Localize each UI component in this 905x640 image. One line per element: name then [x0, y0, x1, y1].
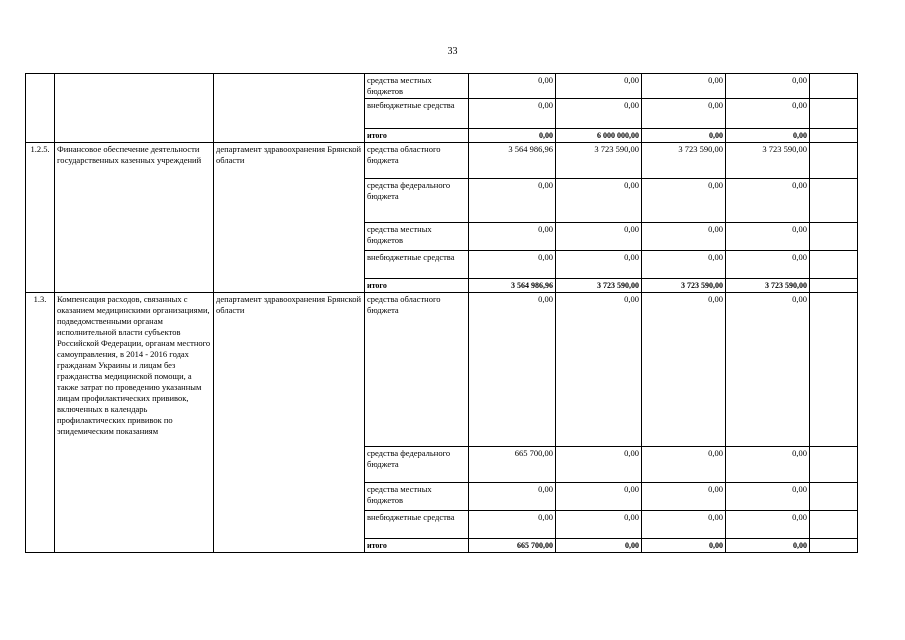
amount-cell: 0,00 [726, 483, 810, 511]
page-number: 33 [447, 46, 458, 57]
empty-cell [810, 483, 858, 511]
amount-cell: 0,00 [556, 251, 642, 279]
amount-cell: 0,00 [726, 179, 810, 223]
amount-cell: 0,00 [642, 483, 726, 511]
funding-source: средства областного бюджета [365, 293, 469, 447]
empty-cell [810, 511, 858, 539]
empty-cell [810, 179, 858, 223]
funding-source: средства федерального бюджета [365, 179, 469, 223]
table-row [26, 143, 858, 179]
empty-cell [810, 279, 858, 293]
amount-cell: 0,00 [726, 99, 810, 129]
amount-cell: 0,00 [642, 129, 726, 143]
amount-cell: 3 723 590,00 [726, 279, 810, 293]
amount-cell: 0,00 [556, 511, 642, 539]
amount-cell: 0,00 [469, 483, 556, 511]
amount-cell: 0,00 [556, 447, 642, 483]
amount-cell: 0,00 [726, 129, 810, 143]
measure-name: Финансовое обеспечение деятельности государственных казенных учреждений [55, 143, 214, 293]
executor: департамент здравоохранения Брянской области [214, 293, 365, 553]
amount-cell: 665 700,00 [469, 539, 556, 553]
funding-source: внебюджетные средства [365, 99, 469, 129]
amount-cell: 0,00 [642, 251, 726, 279]
amount-cell: 0,00 [726, 511, 810, 539]
amount-cell: 0,00 [469, 179, 556, 223]
funding-source: средства местных бюджетов [365, 223, 469, 251]
amount-cell: 6 000 000,00 [556, 129, 642, 143]
amount-cell: 0,00 [726, 223, 810, 251]
amount-cell: 665 700,00 [469, 447, 556, 483]
amount-cell: 0,00 [726, 251, 810, 279]
empty-cell [810, 223, 858, 251]
amount-cell: 0,00 [469, 129, 556, 143]
empty-cell [810, 99, 858, 129]
amount-cell: 0,00 [642, 223, 726, 251]
amount-cell: 0,00 [726, 293, 810, 447]
amount-cell: 0,00 [469, 223, 556, 251]
amount-cell: 0,00 [469, 251, 556, 279]
empty-cell [810, 447, 858, 483]
measure-name: Компенсация расходов, связанных с оказанием медицинскими организациями, подведомственными органам исполнительной власти субъектов Российской Федерации, органам местного самоуправления, в 2014 - 2016 годах гражданам Украины и лицам без гражданства медицинской помощи, а также затрат по проведению указанным лицам профилактических прививок, включенных в календарь профилактических прививок по эпидемическим показаниям [55, 293, 214, 553]
amount-cell: 3 723 590,00 [642, 279, 726, 293]
empty-cell [810, 539, 858, 553]
amount-cell: 0,00 [642, 74, 726, 99]
row-code: 1.2.5. [26, 143, 55, 293]
amount-cell: 3 564 986,96 [469, 143, 556, 179]
amount-cell: 0,00 [556, 74, 642, 99]
funding-source: средства местных бюджетов [365, 74, 469, 99]
empty-cell [810, 74, 858, 99]
table-row [26, 293, 858, 447]
amount-cell: 0,00 [642, 447, 726, 483]
amount-cell: 0,00 [469, 74, 556, 99]
empty-cell [810, 129, 858, 143]
empty-cell [810, 143, 858, 179]
funding-source: итого [365, 539, 469, 553]
amount-cell: 0,00 [642, 511, 726, 539]
amount-cell: 0,00 [556, 179, 642, 223]
budget-table [25, 73, 858, 553]
executor: департамент здравоохранения Брянской области [214, 143, 365, 293]
amount-cell: 0,00 [469, 99, 556, 129]
amount-cell: 0,00 [642, 539, 726, 553]
funding-source: средства местных бюджетов [365, 483, 469, 511]
funding-source: внебюджетные средства [365, 511, 469, 539]
amount-cell: 0,00 [642, 179, 726, 223]
amount-cell: 0,00 [556, 99, 642, 129]
amount-cell: 0,00 [556, 223, 642, 251]
empty-cell [810, 251, 858, 279]
amount-cell: 3 723 590,00 [556, 143, 642, 179]
funding-source: итого [365, 279, 469, 293]
empty-cell [810, 293, 858, 447]
amount-cell: 0,00 [642, 293, 726, 447]
amount-cell: 0,00 [642, 99, 726, 129]
row-code: 1.3. [26, 293, 55, 553]
amount-cell: 3 723 590,00 [726, 143, 810, 179]
table-row [26, 74, 858, 99]
amount-cell: 0,00 [726, 447, 810, 483]
amount-cell: 0,00 [726, 74, 810, 99]
amount-cell: 0,00 [556, 483, 642, 511]
row-code [26, 74, 55, 143]
amount-cell: 3 564 986,96 [469, 279, 556, 293]
amount-cell: 0,00 [556, 293, 642, 447]
amount-cell: 0,00 [726, 539, 810, 553]
funding-source: средства областного бюджета [365, 143, 469, 179]
amount-cell: 0,00 [556, 539, 642, 553]
measure-name [55, 74, 214, 143]
amount-cell: 3 723 590,00 [556, 279, 642, 293]
amount-cell: 0,00 [469, 293, 556, 447]
funding-source: итого [365, 129, 469, 143]
funding-source: средства федерального бюджета [365, 447, 469, 483]
amount-cell: 0,00 [469, 511, 556, 539]
amount-cell: 3 723 590,00 [642, 143, 726, 179]
executor [214, 74, 365, 143]
funding-source: внебюджетные средства [365, 251, 469, 279]
